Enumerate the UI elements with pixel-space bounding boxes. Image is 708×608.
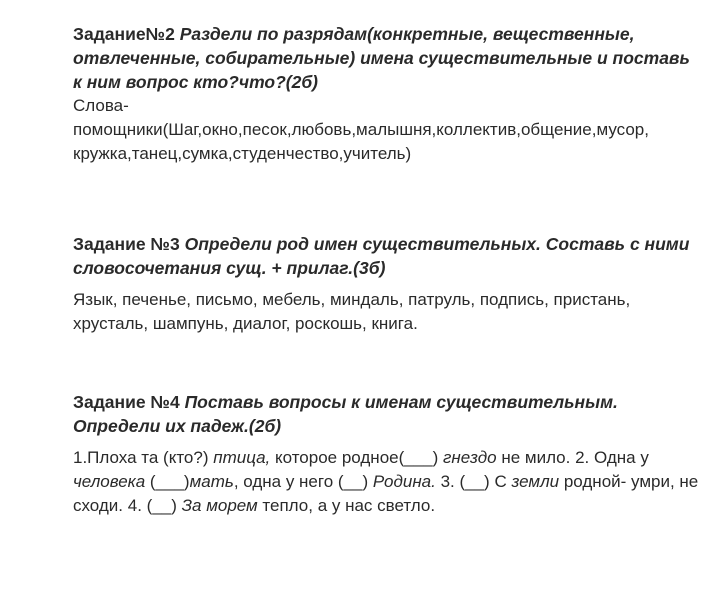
task-3-heading [73, 232, 703, 280]
task-4-label: Задание №4 [73, 392, 180, 412]
task-2-heading [73, 22, 703, 94]
task-4-noun: человека [73, 472, 146, 491]
task-3-words: Язык, печенье, письмо, мебель, миндаль, патруль, подпись, пристань, хрусталь, шампунь, диалог, роскошь, книга. [73, 290, 631, 333]
task-2-words [73, 94, 703, 166]
task-4-text: которое родное(___) [270, 448, 444, 467]
task-4-noun: птица, [213, 448, 271, 467]
task-2-label: Задание№2 [73, 24, 175, 44]
task-4-text: тепло, а у нас светло. [257, 496, 436, 515]
task-2-intro-line-2: помощники(Шаг,окно,песок,любовь,малышня,коллектив,общение,мусор, [73, 120, 649, 139]
task-2-intro-line-1: Слова- [73, 96, 129, 115]
task-4-heading [73, 390, 703, 438]
task-4-noun: земли [511, 472, 560, 491]
task-4-text: 1.Плоха та (кто?) [73, 448, 214, 467]
task-3-instruction: Определи род имен существительных. Составь с ними словосочетания сущ. + прилаг.(3б) [73, 234, 690, 278]
task-2-intro-line-3: кружка,танец,сумка,студенчество,учитель) [73, 144, 412, 163]
task-4 [73, 390, 703, 518]
task-2-instruction: Раздели по разрядам(конкретные, вещественные, отвлеченные, собирательные) имена существительные и поставь к ним вопрос кто?что?(2б) [73, 24, 690, 92]
task-4-noun: мать [189, 472, 234, 491]
task-4-sentences [73, 446, 703, 518]
task-4-text: не мило. 2. Одна у [496, 448, 649, 467]
task-4-noun: За морем [181, 496, 258, 515]
task-4-instruction: Поставь вопросы к именам существительным. Определи их падеж.(2б) [73, 392, 618, 436]
task-4-noun: Родина. [372, 472, 436, 491]
task-4-text: родной- умри, не сходи. 4. (__) [73, 472, 699, 515]
task-4-text: , одна у него (__) [233, 472, 373, 491]
task-3-label: Задание №3 [73, 234, 180, 254]
task-3 [73, 232, 703, 336]
task-4-text: 3. (__) С [435, 472, 512, 491]
task-4-text: (___) [145, 472, 190, 491]
task-2 [73, 22, 703, 166]
task-4-noun: гнездо [443, 448, 497, 467]
